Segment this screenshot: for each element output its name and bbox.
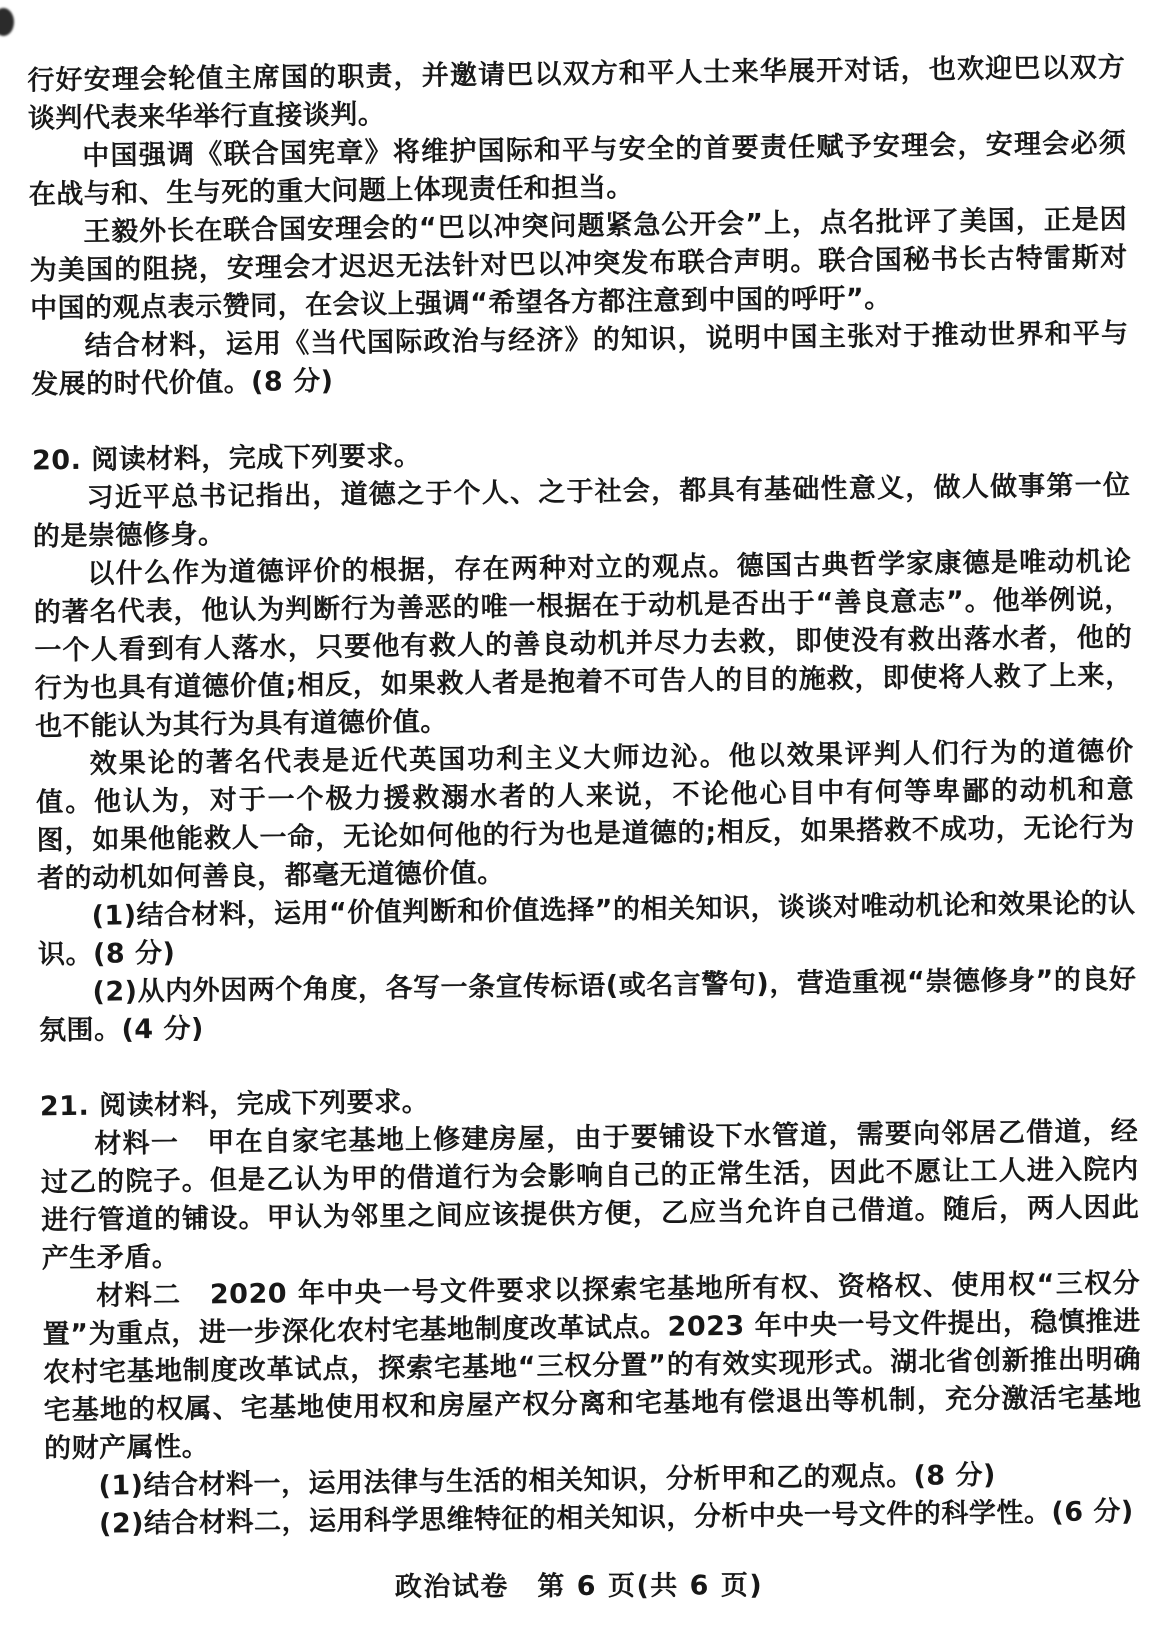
q21-heading: 21. 阅读材料，完成下列要求。 [39,1086,430,1123]
q21-material-2: 材料二 2020 年中央一号文件要求以探索宅基地所有权、资格权、使用权“三权分置”为重点，进一步深化农村宅基地制度改革试点。2023 年中央一号文件提出，稳慎推进农村宅基地制度改革试点，探索宅基地“三权分置”的有效实现形式。湖北省创新推出明确宅基地的权属、宅基地使用权和房屋产权分离和宅基地有偿退出等机制，充分激活宅基地的财产属性。 [42,1267,1142,1465]
q20-paragraph-2: 以什么作为道德评价的根据，存在两种对立的观点。德国古典哲学家康德是唯动机论的著名代表，他认为判断行为善恶的唯一根据在于动机是否出于“善良意志”。他举例说，一个人看到有人落水，只要他有救人的善良动机并尽力去救，即使没有救出落水者，他的行为也具有道德价值;相反，如果救人者是抱着不可告人的目的施救，即使将人救了上来，也不能认为其行为具有道德价值。 [33,546,1133,743]
q19-paragraph-2: 中国强调《联合国宪章》将维护国际和平与安全的首要责任赋予安理会，安理会必须在战与和、生与死的重大问题上体现责任和担当。 [28,128,1127,211]
page-content [27,49,1143,1544]
question-20-block [32,429,1137,1050]
q21-subquestion-1: (1)结合材料一，运用法律与生活的相关知识，分析甲和乙的观点。(8 分) [98,1459,997,1502]
q20-subquestion-1: (1)结合材料，运用“价值判断和价值选择”的相关知识，谈谈对唯动机论和效果论的认识。(8 分) [37,888,1136,971]
scan-smudge-artifact [0,8,14,36]
q21-material-1: 材料一 甲在自家宅基地上修建房屋，由于要铺设下水管道，需要向邻居乙借道，经过乙的院子。但是乙认为甲的借道行为会影响自己的正常生活，因此不愿让工人进入院内进行管道的铺设。甲认为邻里之间应该提供方便，乙应当允许自己借道。随后，两人因此产生矛盾。 [40,1115,1140,1275]
q20-paragraph-3: 效果论的著名代表是近代英国功利主义大师边沁。他以效果评判人们行为的道德价值。他认为，对于一个极力援救溺水者的人来说，不论他心目中有何等卑鄙的动机和意图，如果他能救人一命，无论如何他的行为也是道德的;相反，如果搭救不成功，无论行为者的动机如何善良，都毫无道德价值。 [36,736,1135,895]
question-21-block [40,1075,1143,1544]
q19-paragraph-3: 王毅外长在联合国安理会的“巴以冲突问题紧急公开会”上，点名批评了美国，正是因为美国的阻挠，安理会才迟迟无法针对巴以冲突发布联合声明。联合国秘书长古特雷斯对中国的观点表示赞同，在会议上强调“希望各方都注意到中国的呼吁”。 [29,204,1128,325]
q20-heading: 20. 阅读材料，完成下列要求。 [31,440,422,477]
page-number-footer: 政治试卷 第 6 页(共 6 页) [394,1570,764,1603]
q19-continuation-paragraph: 行好安理会轮值主席国的职责，并邀请巴以双方和平人士来华展开对话，也欢迎巴以双方谈判代表来华举行直接谈判。 [27,52,1126,135]
q21-subquestion-2: (2)结合材料二，运用科学思维特征的相关知识，分析中央一号文件的科学性。(6 分) [98,1496,1134,1540]
question-19-block [27,49,1129,404]
q20-subquestion-2: (2)从内外因两个角度，各写一条宣传标语(或名言警句)，营造重视“崇德修身”的良好氛围。(4 分) [38,963,1137,1047]
q19-task-paragraph: 结合材料，运用《当代国际政治与经济》的知识，说明中国主张对于推动世界和平与发展的时代价值。(8 分) [30,318,1129,401]
q20-paragraph-1: 习近平总书记指出，道德之于个人、之于社会，都具有基础性意义，做人做事第一位的是崇德修身。 [32,470,1131,553]
